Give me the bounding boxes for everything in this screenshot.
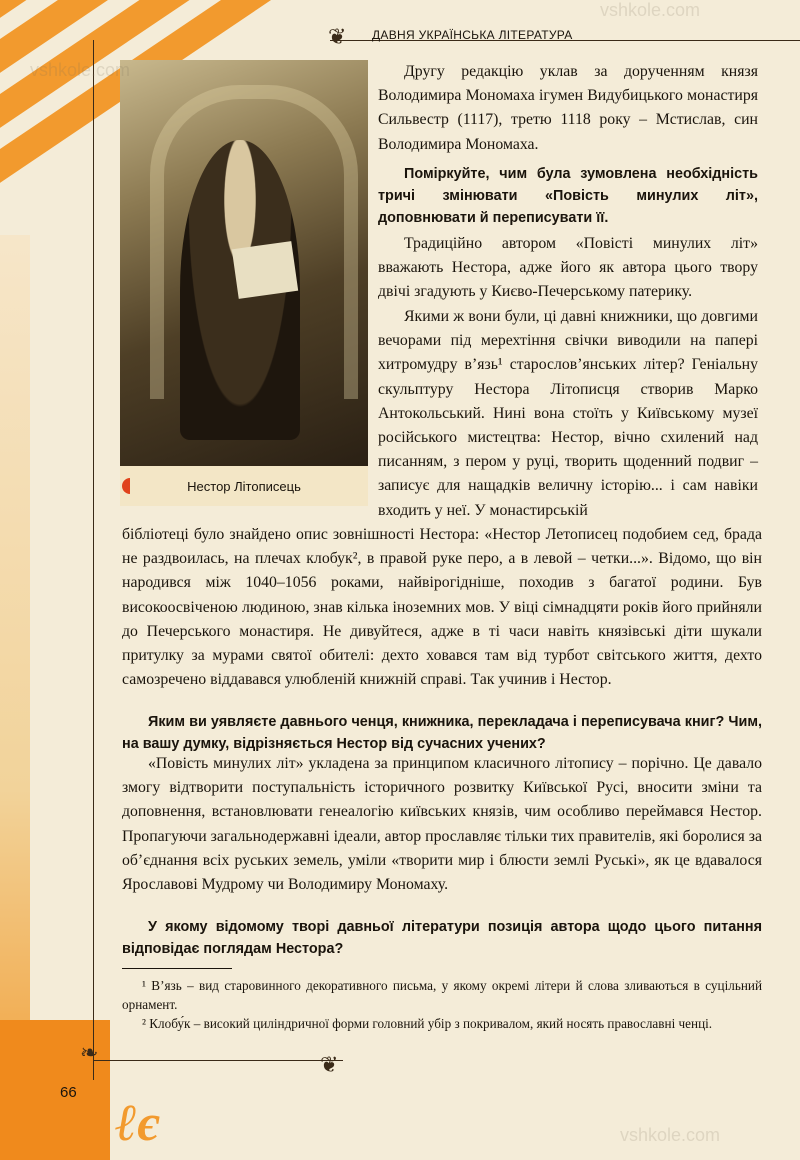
footnote-2: ² Клобу́к – високий циліндричної форми головний убір з покривалом, який носять православні ченці.: [142, 1016, 713, 1031]
nestor-illustration: [120, 60, 368, 466]
paragraph-1: Другу редакцію уклав за дорученням князя Володимира Мономаха ігумен Видубицького монастиря Сильвестр (1117), третю 1118 року – Мстислав, син Володимира Мономаха.: [378, 63, 758, 153]
paragraph-4: «Повість минулих літ» укладена за принципом класичного літопису – порічно. Це давало змогу відтворити поступальність історичного розвитку Київської Русі, вносити зміни та доповнення, встановлювати генеалогію київських князів, чим особливо переймався Нестор. Пропагуючи загальнодержавні ідеали, автор прославляє тільки тих правителів, які боролися за об’єднання всіх руських земель, уміли «творити мир і блюсти землі Руські», як це вдавалося Ярославові Мудрому чи Володимиру Мономаху.: [122, 755, 762, 894]
paragraph-3: Якими ж вони були, ці давні книжники, що довгими вечорами під мерехтіння свічки виводили на папері хитромудру в’язь¹ старослов’янських літер? Геніальну скульптуру Нестора Літописця створив Марко Антокольський. Нині вона стоїть у Київському музеї російського мистецтва: Нестор, вічно схилений над писанням, з пером у руці, творить щоденний подвиг – записує для нащадків величну історію... і сам навіки входить у неї. У монастирській: [378, 308, 758, 519]
footnote-1: ¹ В’язь – вид старовинного декоративного письма, у якому окремі літери й слова зливаються в суцільний орнамент.: [122, 978, 762, 1012]
watermark: vshkole.com: [600, 0, 701, 20]
illustration-caption: [120, 466, 368, 506]
watermark: vshkole.com: [30, 60, 131, 80]
watermark: vshkole.com: [620, 1125, 721, 1145]
caption-marker-icon: [122, 478, 130, 494]
frame-bottom-rule: [93, 1060, 343, 1061]
publisher-logo: ℓє: [115, 1095, 159, 1152]
page-number: 66: [60, 1084, 77, 1101]
question-3: У якому відомому творі давньої літератури позиція автора щодо цього питання відповідає поглядам Нестора?: [122, 919, 762, 957]
question-1: Поміркуйте, чим була зумовлена необхідність тричі змінювати «Повість минулих літ», доповнювати й переписувати її.: [378, 166, 758, 226]
ornament-icon: ❦: [320, 1052, 339, 1077]
question-2: Яким ви уявляєте давнього ченця, книжника, перекладача і переписувача книг? Чим, на вашу думку, відрізняється Нестор від сучасних учених?: [122, 714, 762, 752]
running-head: ДАВНЯ УКРАЇНСЬКА ЛІТЕРАТУРА: [372, 28, 573, 42]
ornament-icon: ❦: [328, 24, 347, 49]
paragraph-3-continued: бібліотеці було знайдено опис зовнішності Нестора: «Нестор Летописец подобием сед, брада не раздвоилась, на плечах клобук², в правой руке перо, а в левой – четки...». Відомо, що він народився між 1040–1056 роками, найвірогідніше, походив з багатої родини. Був високоосвіченою людиною, знав кілька іноземних мов. У віці сімнадцяти років його прийняли до Печерського монастиря. Не дивуйтеся, адже в ті часи навіть князівські діти шукали притулку за мурами святої обителі: дехто ховався там від турбот світського життя, дехто самозречено віддавався улюбленій книжній справі. Так учинив і Нестор.: [122, 526, 762, 689]
footnote-rule: [122, 968, 232, 969]
paragraph-2: Традиційно автором «Повісті минулих літ» вважають Нестора, адже його як автора цього твору двічі згадують у Києво-Печерському патерику.: [378, 235, 758, 301]
ornament-icon: ❧: [80, 1040, 99, 1065]
caption-text: Нестор Літописець: [187, 478, 301, 494]
